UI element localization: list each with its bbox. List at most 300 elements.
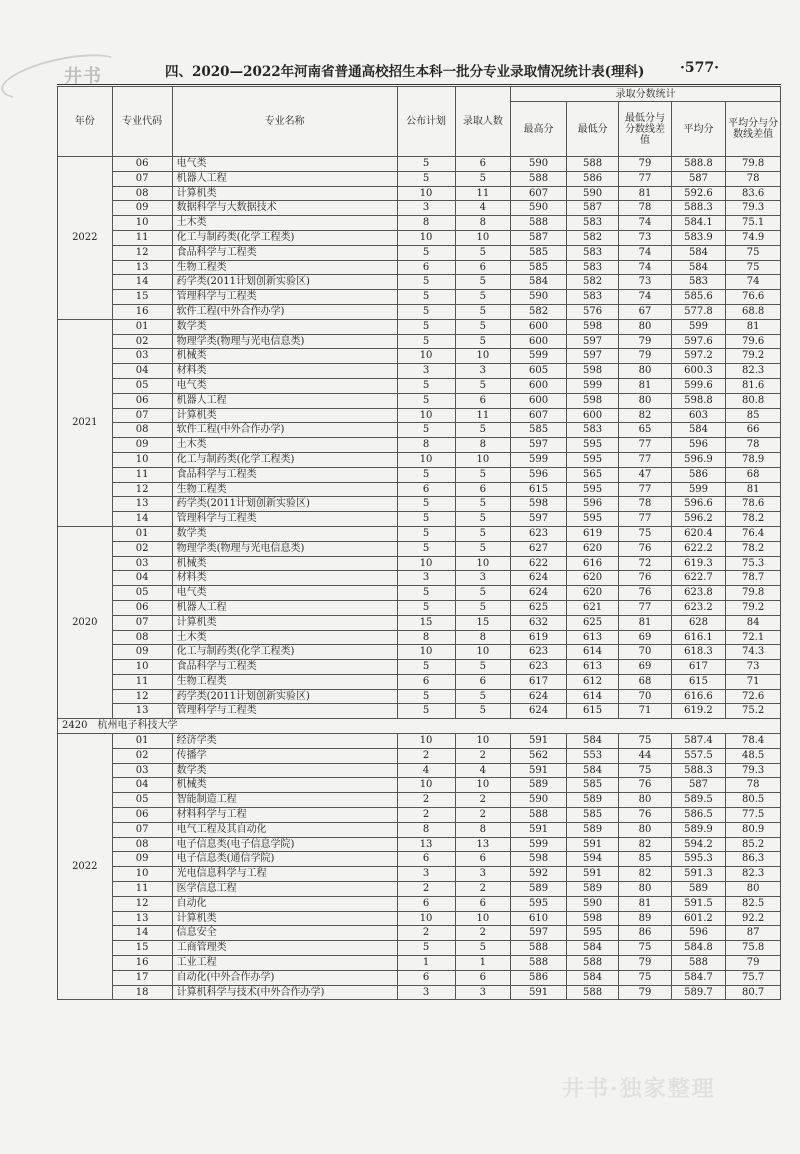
- plan-cell: 6: [397, 674, 455, 689]
- code-cell: 16: [112, 956, 172, 971]
- name-cell: 电气类: [172, 586, 397, 601]
- avg-diff-cell: 80: [726, 882, 781, 897]
- avg-diff-cell: 75.8: [726, 941, 781, 956]
- avg-cell: 588: [671, 956, 726, 971]
- max-cell: 590: [511, 793, 567, 808]
- min-diff-cell: 85: [619, 852, 671, 867]
- table-row: [58, 364, 781, 379]
- plan-cell: 3: [397, 364, 455, 379]
- avg-cell: 589: [671, 882, 726, 897]
- admitted-cell: 5: [455, 497, 511, 512]
- code-cell: 11: [112, 467, 172, 482]
- watermark: 井书·独家整理: [562, 1076, 716, 1102]
- plan-cell: 5: [397, 512, 455, 527]
- code-cell: 11: [112, 674, 172, 689]
- admitted-cell: 5: [455, 171, 511, 186]
- admitted-cell: 3: [455, 364, 511, 379]
- avg-diff-cell: 75.2: [726, 704, 781, 719]
- name-cell: 机器人工程: [172, 393, 397, 408]
- avg-diff-cell: 74: [726, 275, 781, 290]
- table-row: [58, 157, 781, 172]
- name-cell: 机器人工程: [172, 600, 397, 615]
- min-cell: 625: [566, 615, 618, 630]
- avg-cell: 616.6: [671, 689, 726, 704]
- admitted-cell: 1: [455, 956, 511, 971]
- min-diff-cell: 89: [619, 911, 671, 926]
- max-cell: 624: [511, 586, 567, 601]
- code-cell: 13: [112, 260, 172, 275]
- avg-diff-cell: 78: [726, 438, 781, 453]
- avg-diff-cell: 79.3: [726, 201, 781, 216]
- admitted-cell: 8: [455, 438, 511, 453]
- max-cell: 588: [511, 216, 567, 231]
- code-cell: 14: [112, 512, 172, 527]
- code-cell: 08: [112, 423, 172, 438]
- name-cell: 电气类: [172, 157, 397, 172]
- name-cell: 机械类: [172, 778, 397, 793]
- code-cell: 06: [112, 600, 172, 615]
- plan-cell: 10: [397, 778, 455, 793]
- avg-cell: 616.1: [671, 630, 726, 645]
- avg-cell: 591.5: [671, 896, 726, 911]
- avg-cell: 623.2: [671, 600, 726, 615]
- min-cell: 595: [566, 482, 618, 497]
- plan-cell: 5: [397, 378, 455, 393]
- avg-diff-cell: 48.5: [726, 748, 781, 763]
- min-diff-cell: 86: [619, 926, 671, 941]
- avg-cell: 601.2: [671, 911, 726, 926]
- admitted-cell: 10: [455, 911, 511, 926]
- code-cell: 06: [112, 157, 172, 172]
- avg-diff-cell: 77.5: [726, 808, 781, 823]
- max-cell: 600: [511, 378, 567, 393]
- table-row: [58, 660, 781, 675]
- plan-cell: 15: [397, 615, 455, 630]
- admitted-cell: 2: [455, 808, 511, 823]
- code-cell: 05: [112, 793, 172, 808]
- name-cell: 数学类: [172, 526, 397, 541]
- avg-diff-cell: 78.2: [726, 541, 781, 556]
- admitted-cell: 5: [455, 319, 511, 334]
- table-row: [58, 349, 781, 364]
- max-cell: 588: [511, 941, 567, 956]
- min-cell: 597: [566, 334, 618, 349]
- avg-diff-cell: 76.6: [726, 290, 781, 305]
- table-row: [58, 452, 781, 467]
- table-row: [58, 319, 781, 334]
- min-diff-cell: 82: [619, 408, 671, 423]
- min-diff-cell: 75: [619, 970, 671, 985]
- plan-cell: 5: [397, 157, 455, 172]
- max-cell: 624: [511, 689, 567, 704]
- avg-diff-cell: 85: [726, 408, 781, 423]
- table-header: [58, 87, 781, 157]
- code-cell: 01: [112, 526, 172, 541]
- avg-diff-cell: 78.7: [726, 571, 781, 586]
- code-cell: 04: [112, 571, 172, 586]
- table-row: [58, 275, 781, 290]
- min-diff-cell: 75: [619, 526, 671, 541]
- code-cell: 13: [112, 497, 172, 512]
- min-diff-cell: 80: [619, 364, 671, 379]
- plan-cell: 6: [397, 482, 455, 497]
- min-cell: 553: [566, 748, 618, 763]
- admitted-cell: 5: [455, 245, 511, 260]
- min-cell: 620: [566, 571, 618, 586]
- min-diff-cell: 80: [619, 882, 671, 897]
- plan-cell: 10: [397, 911, 455, 926]
- plan-cell: 5: [397, 319, 455, 334]
- header-plan: 公布计划: [397, 87, 455, 157]
- admitted-cell: 5: [455, 541, 511, 556]
- avg-cell: 586.5: [671, 808, 726, 823]
- min-diff-cell: 80: [619, 319, 671, 334]
- admitted-cell: 5: [455, 423, 511, 438]
- avg-cell: 584: [671, 245, 726, 260]
- header-min: 最低分: [566, 102, 618, 157]
- min-diff-cell: 75: [619, 941, 671, 956]
- avg-cell: 588.8: [671, 157, 726, 172]
- avg-diff-cell: 80.7: [726, 985, 781, 1000]
- table-row: [58, 926, 781, 941]
- min-diff-cell: 44: [619, 748, 671, 763]
- max-cell: 597: [511, 438, 567, 453]
- avg-cell: 597.6: [671, 334, 726, 349]
- max-cell: 600: [511, 334, 567, 349]
- min-cell: 584: [566, 763, 618, 778]
- table-row: [58, 467, 781, 482]
- code-cell: 13: [112, 911, 172, 926]
- admitted-cell: 2: [455, 793, 511, 808]
- min-diff-cell: 74: [619, 245, 671, 260]
- plan-cell: 8: [397, 822, 455, 837]
- min-diff-cell: 81: [619, 378, 671, 393]
- admitted-cell: 6: [455, 157, 511, 172]
- min-diff-cell: 82: [619, 867, 671, 882]
- min-cell: 591: [566, 837, 618, 852]
- min-cell: 619: [566, 526, 618, 541]
- max-cell: 585: [511, 260, 567, 275]
- max-cell: 627: [511, 541, 567, 556]
- min-diff-cell: 80: [619, 822, 671, 837]
- avg-cell: 584.7: [671, 970, 726, 985]
- avg-diff-cell: 83.6: [726, 186, 781, 201]
- table-row: [58, 808, 781, 823]
- max-cell: 597: [511, 926, 567, 941]
- max-cell: 615: [511, 482, 567, 497]
- avg-diff-cell: 73: [726, 660, 781, 675]
- plan-cell: 5: [397, 941, 455, 956]
- avg-cell: 599: [671, 482, 726, 497]
- name-cell: 生物工程类: [172, 482, 397, 497]
- table-row: [58, 822, 781, 837]
- max-cell: 600: [511, 319, 567, 334]
- name-cell: 食品科学与工程类: [172, 245, 397, 260]
- max-cell: 597: [511, 512, 567, 527]
- plan-cell: 4: [397, 763, 455, 778]
- name-cell: 信息安全: [172, 926, 397, 941]
- min-cell: 595: [566, 926, 618, 941]
- name-cell: 材料科学与工程: [172, 808, 397, 823]
- avg-cell: 587: [671, 778, 726, 793]
- min-diff-cell: 76: [619, 808, 671, 823]
- plan-cell: 8: [397, 438, 455, 453]
- min-cell: 586: [566, 171, 618, 186]
- min-cell: 582: [566, 275, 618, 290]
- min-cell: 613: [566, 630, 618, 645]
- avg-diff-cell: 80.9: [726, 822, 781, 837]
- max-cell: 587: [511, 230, 567, 245]
- avg-diff-cell: 75.1: [726, 216, 781, 231]
- avg-diff-cell: 80.5: [726, 793, 781, 808]
- admitted-cell: 10: [455, 452, 511, 467]
- code-cell: 15: [112, 290, 172, 305]
- max-cell: 632: [511, 615, 567, 630]
- max-cell: 619: [511, 630, 567, 645]
- plan-cell: 5: [397, 393, 455, 408]
- avg-diff-cell: 66: [726, 423, 781, 438]
- max-cell: 596: [511, 467, 567, 482]
- admitted-cell: 11: [455, 186, 511, 201]
- admitted-cell: 5: [455, 660, 511, 675]
- name-cell: 药学类(2011计划创新实验区): [172, 275, 397, 290]
- plan-cell: 10: [397, 349, 455, 364]
- name-cell: 智能制造工程: [172, 793, 397, 808]
- table-row: [58, 615, 781, 630]
- avg-cell: 596: [671, 438, 726, 453]
- min-cell: 582: [566, 230, 618, 245]
- code-cell: 02: [112, 748, 172, 763]
- admitted-cell: 5: [455, 689, 511, 704]
- avg-cell: 596.6: [671, 497, 726, 512]
- min-diff-cell: 68: [619, 674, 671, 689]
- avg-diff-cell: 86.3: [726, 852, 781, 867]
- admitted-cell: 6: [455, 852, 511, 867]
- name-cell: 电子信息类(通信学院): [172, 852, 397, 867]
- avg-diff-cell: 82.3: [726, 867, 781, 882]
- code-cell: 10: [112, 452, 172, 467]
- min-diff-cell: 77: [619, 482, 671, 497]
- admitted-cell: 10: [455, 556, 511, 571]
- plan-cell: 10: [397, 452, 455, 467]
- min-cell: 585: [566, 808, 618, 823]
- table-row: [58, 260, 781, 275]
- min-diff-cell: 78: [619, 497, 671, 512]
- table-row: [58, 630, 781, 645]
- max-cell: 622: [511, 556, 567, 571]
- table-row: [58, 438, 781, 453]
- plan-cell: 2: [397, 748, 455, 763]
- admitted-cell: 8: [455, 822, 511, 837]
- max-cell: 625: [511, 600, 567, 615]
- plan-cell: 5: [397, 689, 455, 704]
- name-cell: 管理科学与工程类: [172, 290, 397, 305]
- avg-diff-cell: 81.6: [726, 378, 781, 393]
- admission-table: [57, 86, 781, 1000]
- max-cell: 607: [511, 186, 567, 201]
- min-diff-cell: 73: [619, 230, 671, 245]
- min-diff-cell: 81: [619, 615, 671, 630]
- admitted-cell: 10: [455, 734, 511, 749]
- max-cell: 590: [511, 157, 567, 172]
- avg-cell: 586: [671, 467, 726, 482]
- code-cell: 06: [112, 393, 172, 408]
- min-cell: 598: [566, 393, 618, 408]
- code-cell: 03: [112, 763, 172, 778]
- min-cell: 595: [566, 438, 618, 453]
- max-cell: 623: [511, 660, 567, 675]
- min-cell: 588: [566, 956, 618, 971]
- plan-cell: 8: [397, 630, 455, 645]
- plan-cell: 10: [397, 734, 455, 749]
- min-diff-cell: 72: [619, 556, 671, 571]
- code-cell: 07: [112, 615, 172, 630]
- plan-cell: 2: [397, 793, 455, 808]
- plan-cell: 10: [397, 408, 455, 423]
- min-cell: 595: [566, 452, 618, 467]
- plan-cell: 3: [397, 985, 455, 1000]
- min-diff-cell: 80: [619, 793, 671, 808]
- avg-cell: 584: [671, 423, 726, 438]
- avg-diff-cell: 84: [726, 615, 781, 630]
- max-cell: 591: [511, 763, 567, 778]
- avg-diff-cell: 81: [726, 319, 781, 334]
- plan-cell: 10: [397, 230, 455, 245]
- plan-cell: 6: [397, 852, 455, 867]
- code-cell: 12: [112, 482, 172, 497]
- admitted-cell: 5: [455, 275, 511, 290]
- max-cell: 599: [511, 837, 567, 852]
- admitted-cell: 2: [455, 882, 511, 897]
- table-row: [58, 970, 781, 985]
- min-cell: 600: [566, 408, 618, 423]
- code-cell: 04: [112, 364, 172, 379]
- table-row: [58, 497, 781, 512]
- table-row: [58, 216, 781, 231]
- avg-diff-cell: 78: [726, 778, 781, 793]
- min-diff-cell: 74: [619, 216, 671, 231]
- admitted-cell: 5: [455, 512, 511, 527]
- min-cell: 620: [566, 586, 618, 601]
- name-cell: 电气工程及其自动化: [172, 822, 397, 837]
- code-cell: 15: [112, 941, 172, 956]
- table-row: [58, 171, 781, 186]
- avg-cell: 600.3: [671, 364, 726, 379]
- avg-diff-cell: 74.3: [726, 645, 781, 660]
- table-row: [58, 334, 781, 349]
- header-year: 年份: [58, 87, 113, 157]
- name-cell: 计算机类: [172, 186, 397, 201]
- table-row: [58, 201, 781, 216]
- admitted-cell: 6: [455, 260, 511, 275]
- name-cell: 土木类: [172, 438, 397, 453]
- avg-cell: 628: [671, 615, 726, 630]
- admitted-cell: 5: [455, 467, 511, 482]
- code-cell: 14: [112, 275, 172, 290]
- max-cell: 588: [511, 808, 567, 823]
- table-row: [58, 586, 781, 601]
- min-diff-cell: 79: [619, 985, 671, 1000]
- admitted-cell: 2: [455, 748, 511, 763]
- min-diff-cell: 74: [619, 260, 671, 275]
- avg-diff-cell: 72.1: [726, 630, 781, 645]
- code-cell: 18: [112, 985, 172, 1000]
- avg-diff-cell: 71: [726, 674, 781, 689]
- avg-cell: 597.2: [671, 349, 726, 364]
- admitted-cell: 5: [455, 378, 511, 393]
- plan-cell: 5: [397, 600, 455, 615]
- code-cell: 02: [112, 541, 172, 556]
- name-cell: 计算机类: [172, 408, 397, 423]
- plan-cell: 13: [397, 837, 455, 852]
- max-cell: 590: [511, 290, 567, 305]
- max-cell: 623: [511, 645, 567, 660]
- min-diff-cell: 76: [619, 586, 671, 601]
- avg-cell: 584: [671, 260, 726, 275]
- plan-cell: 5: [397, 660, 455, 675]
- table-row: [58, 482, 781, 497]
- avg-cell: 592.6: [671, 186, 726, 201]
- code-cell: 12: [112, 245, 172, 260]
- code-cell: 16: [112, 304, 172, 319]
- max-cell: 591: [511, 822, 567, 837]
- avg-cell: 596.9: [671, 452, 726, 467]
- name-cell: 食品科学与工程类: [172, 660, 397, 675]
- min-cell: 599: [566, 378, 618, 393]
- avg-cell: 589.7: [671, 985, 726, 1000]
- avg-cell: 623.8: [671, 586, 726, 601]
- avg-diff-cell: 78.9: [726, 452, 781, 467]
- name-cell: 物理学类(物理与光电信息类): [172, 541, 397, 556]
- max-cell: 598: [511, 852, 567, 867]
- name-cell: 药学类(2011计划创新实验区): [172, 689, 397, 704]
- avg-cell: 620.4: [671, 526, 726, 541]
- table-row: [58, 645, 781, 660]
- avg-diff-cell: 92.2: [726, 911, 781, 926]
- name-cell: 生物工程类: [172, 674, 397, 689]
- code-cell: 09: [112, 852, 172, 867]
- name-cell: 化工与制药类(化学工程类): [172, 645, 397, 660]
- max-cell: 562: [511, 748, 567, 763]
- table-row: [58, 778, 781, 793]
- name-cell: 管理科学与工程类: [172, 512, 397, 527]
- max-cell: 599: [511, 452, 567, 467]
- code-cell: 08: [112, 186, 172, 201]
- min-cell: 598: [566, 911, 618, 926]
- min-cell: 584: [566, 941, 618, 956]
- max-cell: 589: [511, 882, 567, 897]
- table-row: [58, 734, 781, 749]
- avg-cell: 584.8: [671, 941, 726, 956]
- admitted-cell: 10: [455, 645, 511, 660]
- plan-cell: 1: [397, 956, 455, 971]
- table-row: [58, 748, 781, 763]
- min-diff-cell: 77: [619, 171, 671, 186]
- admitted-cell: 13: [455, 837, 511, 852]
- plan-cell: 5: [397, 467, 455, 482]
- min-diff-cell: 75: [619, 763, 671, 778]
- min-diff-cell: 77: [619, 600, 671, 615]
- name-cell: 化工与制药类(化学工程类): [172, 452, 397, 467]
- plan-cell: 5: [397, 334, 455, 349]
- avg-diff-cell: 79.6: [726, 334, 781, 349]
- table-row: [58, 941, 781, 956]
- admitted-cell: 6: [455, 896, 511, 911]
- min-cell: 613: [566, 660, 618, 675]
- plan-cell: 10: [397, 556, 455, 571]
- min-diff-cell: 69: [619, 630, 671, 645]
- min-cell: 565: [566, 467, 618, 482]
